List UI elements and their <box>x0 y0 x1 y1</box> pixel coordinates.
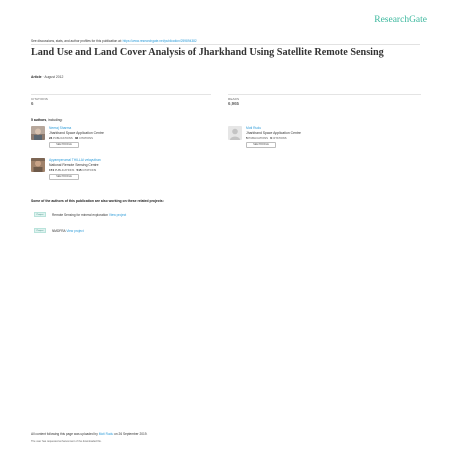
publications-count: 24 <box>49 135 53 140</box>
reads-label: READS <box>228 97 240 101</box>
project-title <box>52 229 84 233</box>
authors-suffix: , including: <box>46 118 63 122</box>
related-projects-heading: Some of the authors of this publication are also working on these related projects: <box>31 199 164 203</box>
citations-label: CITATIONS <box>78 136 93 140</box>
author-institution: Jharkhand Space Application Centre <box>246 130 301 135</box>
citations-label: CITATIONS <box>82 168 97 172</box>
upload-date: on 26 September 2019. <box>114 432 148 436</box>
citations-count: 6 <box>31 101 34 106</box>
see-profile-button[interactable]: SEE PROFILE <box>246 142 276 148</box>
citations-count: 6 <box>270 135 272 140</box>
publication-url-link[interactable]: https://www.researchgate.net/publication/259894382 <box>122 39 197 43</box>
publication-date: · August 2012 <box>42 75 64 79</box>
reads-divider <box>228 94 421 95</box>
publications-count: 174 <box>49 167 55 172</box>
enhancement-note: The user has requested enhancement of the downloaded file. <box>31 440 102 443</box>
author-stats <box>49 168 96 172</box>
publications-label: PUBLICATIONS <box>248 136 268 140</box>
citations-count: 36 <box>74 135 79 140</box>
project-name: NMDFRA <box>52 228 66 233</box>
author-institution: National Remote Sensing Centre <box>49 162 99 167</box>
citations-divider <box>31 94 211 95</box>
author-card <box>31 126 221 160</box>
publication-type: Article <box>31 75 42 79</box>
avatar[interactable] <box>31 158 45 172</box>
see-profile-button[interactable]: SEE PROFILE <box>49 174 79 180</box>
citations-count: 515 <box>76 167 82 172</box>
upload-notice <box>31 432 147 436</box>
upload-prefix: All content following this page was uploaded by <box>31 432 98 436</box>
project-name: Remote Sensing for mineral exploration <box>52 212 108 217</box>
uploader-link[interactable]: Moti Rudu <box>98 432 114 436</box>
citations-label: CITATIONS <box>31 97 48 101</box>
author-card <box>31 158 221 192</box>
author-institution: Jharkhand Space Application Centre <box>49 130 104 135</box>
discussion-notice <box>31 39 197 43</box>
author-stats <box>49 136 93 140</box>
author-name-link[interactable]: Ayyamperumal THILLAI velayuthan <box>49 158 101 162</box>
author-photo-icon <box>31 126 45 140</box>
view-project-link[interactable]: View project <box>108 212 127 217</box>
reads-count: 6,965 <box>228 101 239 106</box>
author-card <box>228 126 418 160</box>
publications-label: PUBLICATIONS <box>53 136 73 140</box>
publications-count: 5 <box>246 135 248 140</box>
default-avatar-icon <box>228 126 242 140</box>
researchgate-logo[interactable]: ResearchGate <box>374 15 427 25</box>
notice-prefix: See discussions, stats, and author profiles for this publication at: <box>31 39 122 43</box>
see-profile-button[interactable]: SEE PROFILE <box>49 142 79 148</box>
publication-title: Land Use and Land Cover Analysis of Jharkhand Using Satellite Remote Sensing <box>31 47 384 58</box>
project-tag: Project <box>34 228 46 233</box>
publications-label: PUBLICATIONS <box>54 168 75 172</box>
author-stats <box>246 136 287 140</box>
header-divider <box>31 44 420 45</box>
author-photo-icon <box>31 158 45 172</box>
author-name-link[interactable]: Neeraj Sharma <box>49 126 72 130</box>
publication-meta <box>31 75 63 79</box>
authors-count: 5 authors <box>31 118 47 122</box>
avatar[interactable] <box>228 126 242 140</box>
view-project-link[interactable]: View project <box>66 228 84 233</box>
project-tag: Project <box>34 212 46 217</box>
avatar[interactable] <box>31 126 45 140</box>
project-title <box>52 213 126 217</box>
authors-heading <box>31 118 62 122</box>
author-name-link[interactable]: Moti Rudu <box>246 126 262 130</box>
citations-label: CITATIONS <box>272 136 287 140</box>
